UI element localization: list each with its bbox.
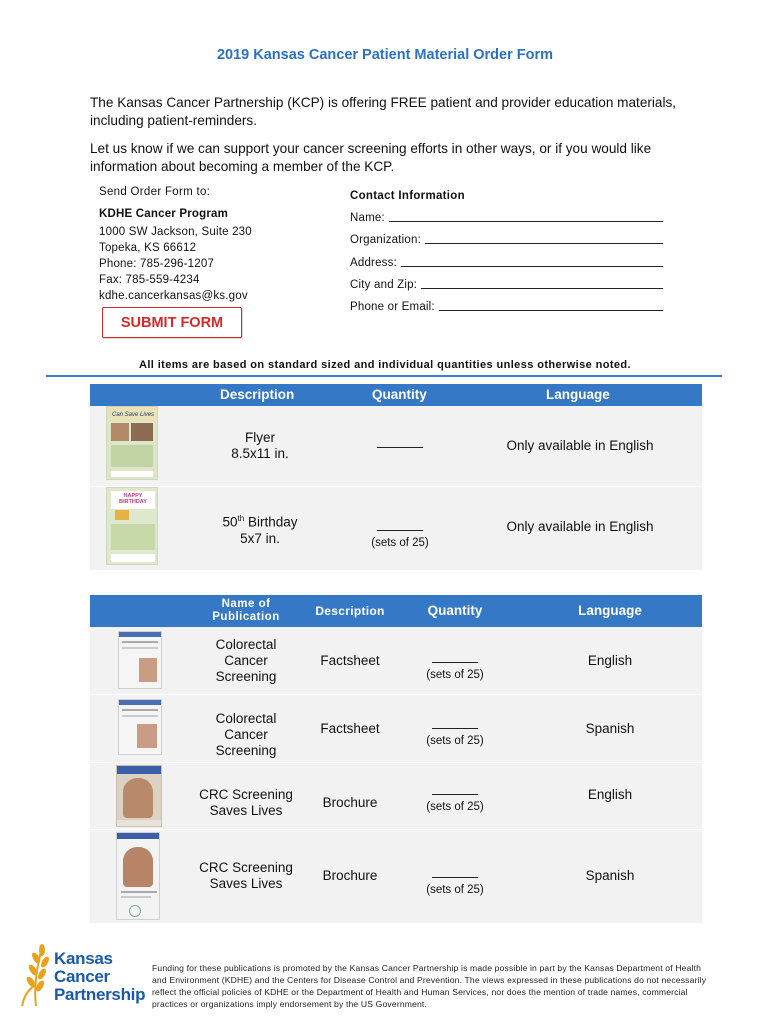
wheat-icon	[14, 940, 54, 1010]
table1-row-birthday	[90, 487, 702, 570]
kansas-cancer-partnership-logo	[14, 940, 144, 1010]
publication-language: English	[587, 653, 633, 668]
name-field[interactable]	[350, 212, 663, 224]
address-field[interactable]	[350, 257, 663, 269]
publication-quantity[interactable]	[410, 866, 500, 898]
t1-header-description: Description	[220, 387, 295, 402]
logo-line-1: Kansas	[54, 949, 113, 968]
send-to-address	[99, 224, 252, 304]
table2-header	[90, 595, 702, 627]
publication-language: Spanish	[585, 721, 635, 736]
publication-quantity[interactable]	[410, 651, 500, 683]
birthday-desc-number: 50	[222, 514, 238, 530]
quantity-note: (sets of 25)	[426, 669, 484, 681]
factsheet-english-thumbnail	[118, 631, 162, 689]
flyer-desc-line2: 8.5x11 in.	[231, 446, 289, 461]
table2-row	[90, 627, 702, 694]
publication-name: Colorectal Cancer Screening	[215, 637, 277, 684]
flyer-thumbnail-title: Can Save Lives	[111, 412, 155, 418]
send-to-heading: Send Order Form to:	[99, 186, 211, 198]
publication-quantity[interactable]	[410, 717, 500, 749]
phone-email-line[interactable]	[439, 301, 663, 311]
t1-header-quantity: Quantity	[372, 387, 427, 402]
birthday-quantity-line[interactable]	[377, 520, 423, 531]
logo-line-3: Partnership	[54, 985, 146, 1004]
flyer-quantity[interactable]	[350, 436, 450, 452]
flyer-thumbnail	[106, 406, 158, 480]
name-label: Name:	[350, 212, 385, 224]
address-line[interactable]	[401, 257, 663, 267]
t2-header-language: Language	[578, 603, 642, 618]
publication-description: Factsheet	[320, 721, 380, 736]
funding-disclaimer: Funding for these publications is promoted by the Kansas Cancer Partnership is made possible in part by the Kansas Department of Health and Environment (KDHE) and the Centers for Disease Control and Prevention. The views expressed in these publications do not necessarily reflect the official policies of KDHE or the Department of Health and Human Services, nor does the mention of trade names, commercial practices or organizations imply endorsement by the US Government.	[152, 963, 707, 1009]
intro-paragraph-2: Let us know if we can support your cancer screening efforts in other ways, or if you would like information about becoming a member of the KCP.	[90, 141, 652, 174]
t2-header-quantity: Quantity	[427, 603, 483, 618]
birthday-desc-word: Birthday	[244, 514, 298, 530]
publication-quantity[interactable]	[410, 783, 500, 815]
contact-heading: Contact Information	[350, 190, 465, 202]
quantity-line[interactable]	[432, 784, 478, 795]
flyer-desc-line1: Flyer	[245, 430, 275, 445]
name-line[interactable]	[389, 212, 663, 222]
birthday-quantity[interactable]	[350, 519, 450, 551]
publication-description: Brochure	[322, 868, 378, 883]
publication-name: CRC Screening Saves Lives	[199, 860, 293, 891]
address-label: Address:	[350, 257, 397, 269]
intro-paragraph-1: The Kansas Cancer Partnership (KCP) is offering FREE patient and provider education materials, including patient-reminders.	[90, 95, 677, 128]
publication-language: English	[587, 787, 633, 802]
brochure-english-thumbnail	[116, 765, 162, 827]
publication-description: Brochure	[322, 795, 378, 810]
quantity-note: (sets of 25)	[426, 884, 484, 896]
organization-line[interactable]	[425, 234, 663, 244]
phone-email-field[interactable]	[350, 301, 663, 313]
flyer-language: Only available in English	[506, 438, 654, 453]
address-fax: Fax: 785-559-4234	[99, 274, 200, 286]
flyer-quantity-line[interactable]	[377, 437, 423, 448]
brochure-spanish-thumbnail	[116, 832, 160, 920]
send-to-org: KDHE Cancer Program	[99, 208, 229, 220]
address-city: Topeka, KS 66612	[99, 242, 197, 254]
quantity-line[interactable]	[432, 652, 478, 663]
organization-label: Organization:	[350, 234, 421, 246]
divider	[46, 375, 722, 377]
table2-row	[90, 763, 702, 829]
publication-name: CRC Screening Saves Lives	[199, 787, 293, 818]
quantity-note: (sets of 25)	[426, 735, 484, 747]
quantity-note: (sets of 25)	[426, 801, 484, 813]
t2-header-description: Description	[315, 604, 385, 618]
quantity-line[interactable]	[432, 718, 478, 729]
standard-quantities-notice: All items are based on standard sized and individual quantities unless otherwise noted.	[138, 359, 631, 371]
city-zip-field[interactable]	[350, 279, 663, 291]
address-phone: Phone: 785-296-1207	[99, 258, 215, 270]
birthday-language: Only available in English	[506, 519, 654, 534]
birthday-quantity-note: (sets of 25)	[371, 537, 429, 549]
submit-form-button[interactable]: SUBMIT FORM	[102, 307, 242, 338]
birthday-desc-line2: 5x7 in.	[240, 530, 280, 546]
publication-name: Colorectal Cancer Screening	[215, 711, 277, 758]
birthday-description	[210, 511, 310, 547]
birthday-thumbnail-title: HAPPY BIRTHDAY	[119, 493, 147, 505]
t1-header-language: Language	[546, 387, 610, 402]
logo-line-2: Cancer	[54, 967, 110, 986]
birthday-desc-suffix: th	[237, 514, 245, 523]
t2-header-name: Name of Publication	[212, 598, 280, 623]
birthday-desc-line1	[210, 511, 310, 531]
table2-row	[90, 695, 702, 762]
publication-description: Factsheet	[320, 653, 380, 668]
city-zip-label: City and Zip:	[350, 279, 418, 291]
page-title: 2019 Kansas Cancer Patient Material Order Form	[216, 47, 554, 63]
table1-header	[90, 384, 702, 406]
quantity-line[interactable]	[432, 867, 478, 878]
flyer-description	[210, 430, 310, 462]
phone-email-label: Phone or Email:	[350, 301, 435, 313]
table1-row-flyer	[90, 406, 702, 486]
factsheet-spanish-thumbnail	[118, 699, 162, 755]
birthday-thumbnail	[106, 487, 158, 565]
publication-language: Spanish	[585, 868, 635, 883]
address-street: 1000 SW Jackson, Suite 230	[99, 226, 252, 238]
table2-row	[90, 830, 702, 923]
city-zip-line[interactable]	[421, 279, 663, 289]
address-email: kdhe.cancerkansas@ks.gov	[99, 290, 248, 302]
organization-field[interactable]	[350, 234, 663, 246]
